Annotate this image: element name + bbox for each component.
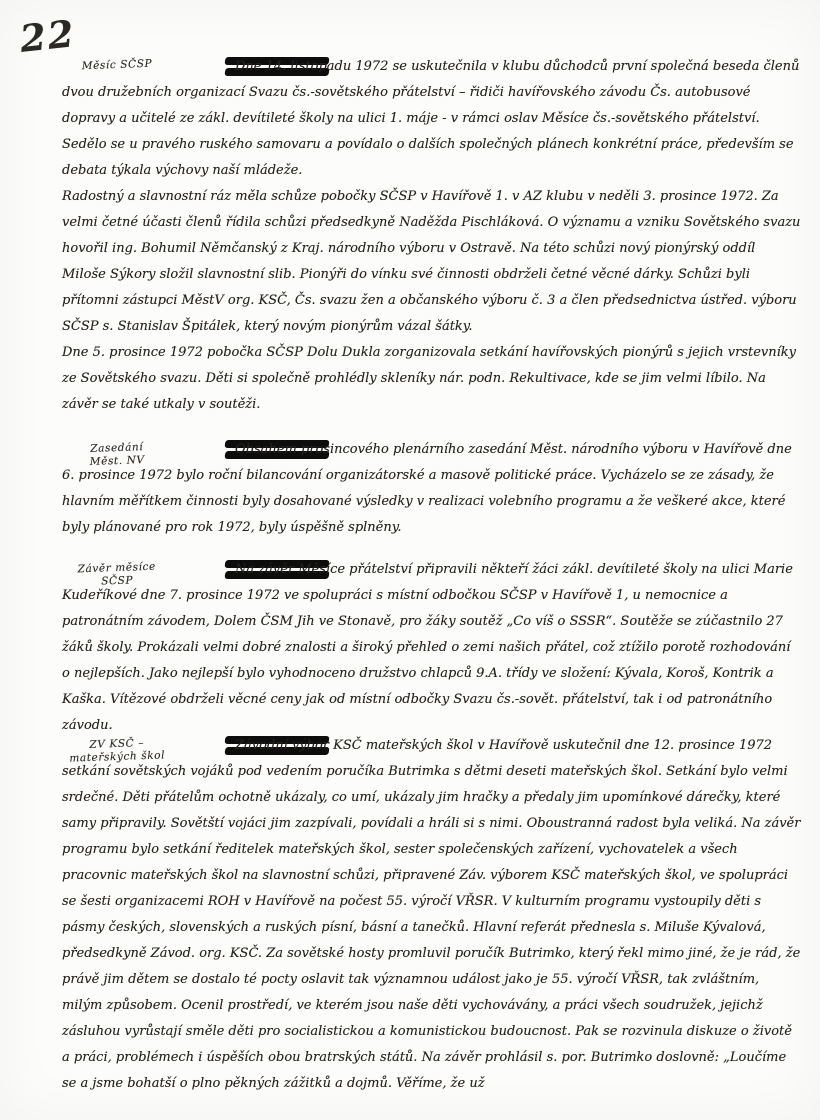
margin-label-line: Měsíc SČSP	[81, 57, 153, 73]
margin-label-line: Zasedání	[90, 441, 144, 455]
margin-label-line: Závěr měsíce	[77, 560, 157, 576]
section-text	[62, 54, 802, 418]
margin-label-line: ZV KSČ –	[89, 737, 145, 751]
margin-label-line: mateřských škol	[69, 749, 166, 765]
margin-label-line: SČSP	[101, 574, 134, 588]
margin-label-line: Měst. NV	[89, 454, 145, 468]
paragraph: Dne 14. listopadu 1972 se uskutečnila v klubu důchodců první společná beseda členů dvou družebních organizací Svazu čs.-sovětského přátelství – řidiči havířovského závodu Čs. autobusové dopravy a učitelé ze zákl. devítileté školy na ulici 1. máje - v rámci oslav Měsíce čs.-sovětského přátelství. Sedělo se u pravého ruského samovaru a povídalo o dalších společných plánech konkrétní práce, především se debata týkala výchovy naší mládeže.	[62, 59, 800, 178]
paragraph: Obsahem prosincového plenárního zasedání Měst. národního výboru v Havířově dne 6. prosince 1972 bylo roční bilancování organizátorské a masově politické práce. Vycházelo se ze zásady, že hlavním měřítkem činnosti byly dosahované výsledky v realizaci volebního programu a že veškeré akce, které byly plánované pro rok 1972, byly úspěšně splněny.	[62, 442, 792, 535]
paragraph: Na závěr Měsíce přátelství připravili někteří žáci zákl. devítileté školy na ulici Marie Kudeříkové dne 7. prosince 1972 ve spolupráci s místní odbočkou SČSP v Havířově 1, u nemocnice a patronátním závodem, Dolem ČSM Jih ve Stonavě, pro žáky soutěž „Co víš o SSSR“. Soutěže se zúčastnilo 27 žáků školy. Prokázali velmi dobré znalosti a široký přehled o zemi našich přátel, což ztížilo porotě rozhodování o nejlepších. Jako nejlepší bylo vyhodnoceno družstvo chlapců 9.A. třídy ve složení: Kývala, Koroš, Kontrik a Kaška. Vítězové obdrželi věcné ceny jak od místní odbočky Svazu čs.-sovět. přátelství, tak i od patronátního závodu.	[62, 562, 793, 733]
paragraph: Dne 5. prosince 1972 pobočka SČSP Dolu Dukla zorganizovala setkání havířovských pionýrů s jejich vrstevníky ze Sovětského svazu. Děti si společně prohlédly skleníky nár. podn. Rekultivace, kde se jim velmi líbilo. Na závěr se také utkaly v soutěži.	[62, 345, 797, 412]
section-text	[62, 557, 802, 739]
section-text	[62, 733, 802, 1097]
paragraph: Závodní výbor KSČ mateřských škol v Havířově uskutečnil dne 12. prosince 1972 setkání sovětských vojáků pod vedením poručíka Butrimka s dětmi deseti mateřských škol. Setkání bylo velmi srdečné. Děti přátelům ochotně ukázaly, co umí, ukázaly jim hračky a předaly jim upomínkové dárečky, které samy připravily. Sovětští vojáci jim zazpívali, povídali a hráli si s nimi. Oboustranná radost byla veliká. Na závěr programu bylo setkání ředitelek mateřských škol, sester společenských zařízení, vychovatelek a všech pracovnic mateřských škol na slavnostní schůzi, připravené Záv. výborem KSČ mateřských škol, ve spolupráci se šesti organizacemi ROH v Havířově na počest 55. výročí VŘSR. V kulturním programu vystoupily děti s pásmy českých, slovenských a ruských písní, básní a tanečků. Hlavní referát přednesla s. Miluše Kývalová, předsedkyně Závod. org. KSČ. Za sovětské hosty promluvil poručík Butrimko, který řekl mimo jiné, že je rád, že právě jim dětem se dostalo té pocty oslavit tak významnou událost jako je 55. výročí VŘSR, tak zvláštním, milým způsobem. Ocenil prostředí, ve kterém jsou naše děti vychovávány, a práci všech soudružek, jejichž zásluhou vyrůstají směle děti pro socialistickou a komunistickou budoucnost. Pak se rozvinula diskuze o životě a práci, problémech i úspěších obou bratrských států. Na závěr prohlásil s. por. Butrimko doslovně: „Loučíme se a jsme bohatší o plno pěkných zážitků a dojmů. Věříme, že už	[62, 738, 801, 1091]
section-text	[62, 437, 802, 541]
page-number: 22	[17, 11, 78, 61]
paragraph: Radostný a slavnostní ráz měla schůze pobočky SČSP v Havířově 1. v AZ klubu v neděli 3. prosince 1972. Za velmi četné účasti členů řídila schůzi předsedkyně Naděžda Pischláková. O významu a vzniku Sovětského svazu hovořil ing. Bohumil Němčanský z Kraj. národního výboru v Ostravě. Na této schůzi nový pionýrský oddíl Miloše Sýkory složil slavnostní slib. Pionýři do vínku své činnosti obdrželi četné věcné dárky. Schůzi byli přítomni zástupci MěstV org. KSČ, Čs. svazu žen a občanského výboru č. 3 a člen předsednictva ústřed. výboru SČSP s. Stanislav Špitálek, který novým pionýrům vázal šátky.	[62, 189, 801, 334]
